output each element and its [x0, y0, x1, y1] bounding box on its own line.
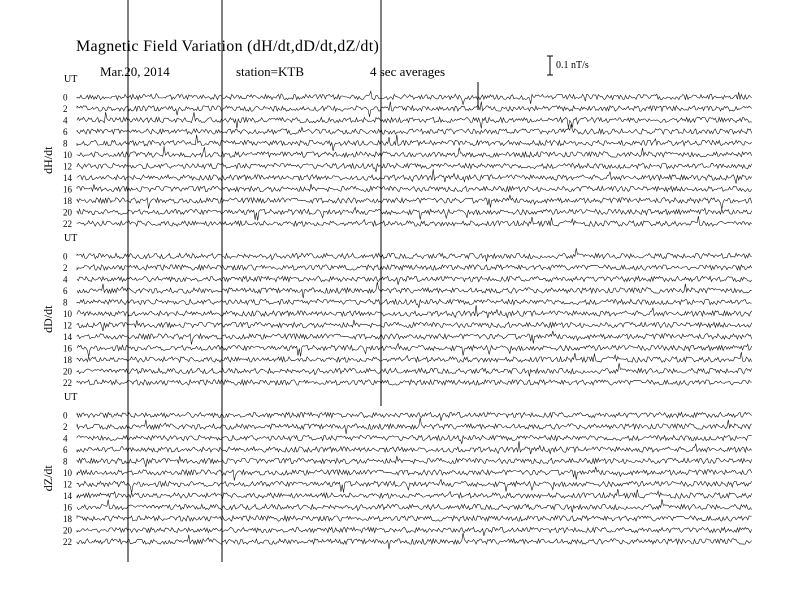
trace-0-8: [77, 184, 752, 192]
row-label-1-2: 4: [63, 274, 68, 285]
trace-2-5: [77, 467, 752, 481]
row-label-1-9: 18: [63, 355, 72, 365]
row-label-1-0: 0: [63, 251, 68, 262]
trace-2-3: [77, 441, 752, 454]
trace-1-3: [77, 282, 752, 298]
trace-1-4: [77, 299, 752, 308]
scale-bar-label: 0.1 nT/s: [556, 60, 589, 71]
row-label-0-2: 4: [63, 115, 68, 126]
trace-0-10: [77, 207, 752, 220]
row-label-2-7: 14: [63, 491, 72, 501]
trace-0-6: [77, 163, 752, 172]
trace-2-9: [77, 516, 752, 521]
row-label-2-1: 2: [63, 422, 68, 432]
ut-label-2: UT: [64, 392, 78, 403]
row-label-2-0: 0: [63, 410, 68, 421]
row-label-2-10: 20: [63, 525, 72, 536]
row-label-1-4: 8: [63, 297, 68, 308]
trace-0-4: [77, 135, 752, 151]
row-label-2-2: 4: [63, 433, 68, 444]
ut-label-0: UT: [64, 74, 78, 85]
row-label-1-7: 14: [63, 332, 72, 342]
axis-label-0: dH/dt: [41, 146, 55, 174]
trace-2-2: [77, 435, 752, 444]
row-label-0-3: 6: [63, 127, 68, 137]
trace-0-3: [77, 125, 752, 135]
trace-2-0: [77, 412, 752, 421]
trace-1-8: [77, 343, 752, 356]
trace-0-2: [77, 112, 752, 128]
trace-2-4: [77, 456, 752, 467]
row-label-2-5: 10: [63, 468, 72, 478]
trace-1-9: [77, 352, 752, 362]
row-label-0-10: 20: [63, 207, 72, 218]
row-label-2-6: 12: [63, 479, 72, 490]
row-label-1-10: 20: [63, 366, 72, 377]
row-label-0-1: 2: [63, 104, 68, 114]
trace-2-6: [77, 479, 752, 492]
row-label-2-3: 6: [63, 445, 68, 455]
trace-2-7: [77, 489, 752, 498]
trace-1-0: [77, 248, 752, 261]
chart-title: Magnetic Field Variation (dH/dt,dD/dt,dZ/dt): [76, 38, 380, 55]
row-label-1-8: 16: [63, 343, 72, 354]
trace-0-1: [77, 102, 752, 117]
trace-0-11: [77, 216, 752, 226]
trace-0-5: [77, 146, 752, 157]
trace-1-1: [77, 265, 752, 270]
trace-1-7: [77, 331, 752, 345]
date-label: Mar.20, 2014: [100, 64, 170, 79]
trace-1-6: [77, 320, 752, 331]
row-label-1-11: 22: [63, 378, 72, 388]
trace-2-8: [77, 499, 752, 512]
row-label-0-5: 10: [63, 150, 72, 160]
trace-2-10: [77, 527, 752, 536]
station-label: station=KTB: [236, 64, 304, 79]
trace-2-11: [77, 533, 752, 549]
trace-1-5: [77, 305, 752, 318]
row-label-0-9: 18: [63, 196, 72, 206]
row-label-1-1: 2: [63, 263, 68, 273]
row-label-2-8: 16: [63, 502, 72, 513]
row-label-0-0: 0: [63, 92, 68, 103]
trace-2-1: [77, 418, 752, 434]
row-label-2-4: 8: [63, 456, 68, 467]
row-label-1-5: 10: [63, 309, 72, 319]
axis-label-1: dD/dt: [41, 305, 55, 333]
averaging-label: 4 sec averages: [370, 64, 446, 79]
row-label-0-7: 14: [63, 173, 72, 183]
row-label-2-11: 22: [63, 537, 72, 547]
row-label-2-9: 18: [63, 514, 72, 524]
ut-label-1: UT: [64, 233, 78, 244]
trace-0-7: [77, 169, 752, 183]
trace-1-11: [77, 380, 752, 385]
row-label-0-4: 8: [63, 138, 68, 149]
row-label-0-8: 16: [63, 184, 72, 195]
trace-0-0: [77, 91, 752, 104]
trace-1-10: [77, 363, 752, 376]
row-label-1-6: 12: [63, 320, 72, 331]
row-label-0-6: 12: [63, 161, 72, 172]
row-label-0-11: 22: [63, 219, 72, 229]
trace-1-2: [77, 276, 752, 285]
trace-0-9: [77, 195, 752, 209]
axis-label-2: dZ/dt: [41, 465, 55, 492]
row-label-1-3: 6: [63, 286, 68, 296]
